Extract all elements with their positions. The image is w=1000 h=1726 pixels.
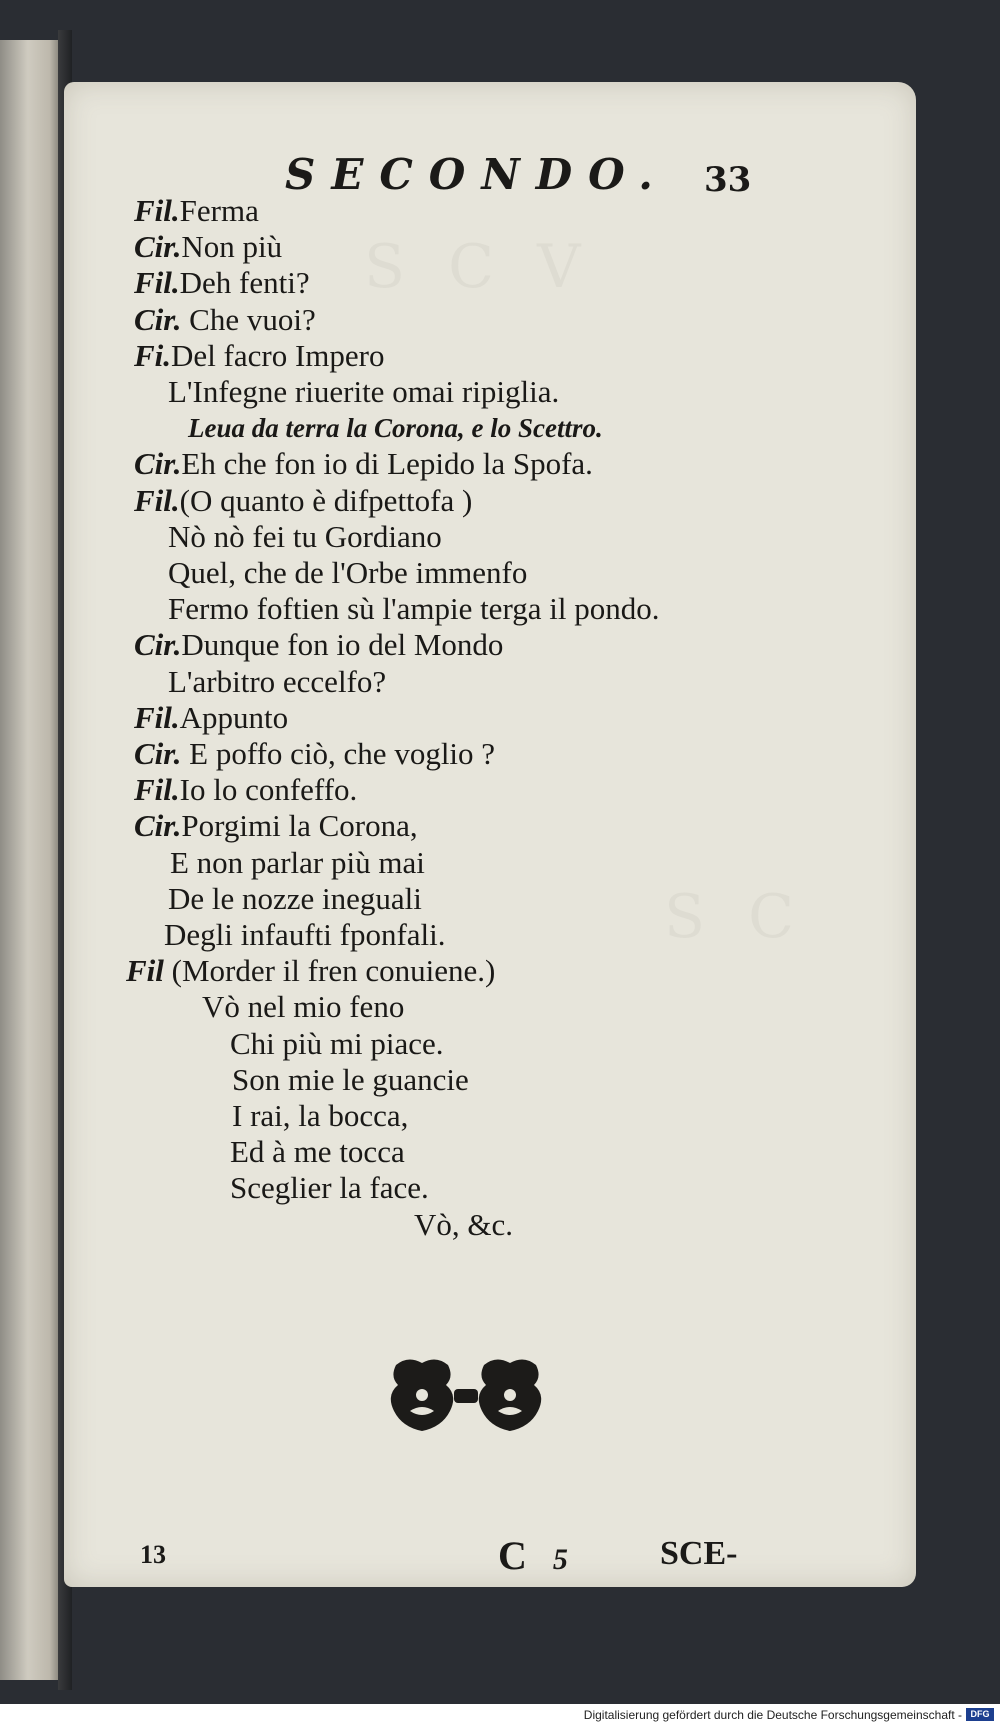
line-text: Nò nò fei tu Gordiano [168, 518, 442, 554]
speaker-label: Cir. [134, 627, 182, 663]
margin-mark: 13 [140, 1540, 166, 1569]
line-text: Ferma [179, 193, 259, 228]
verse-line [134, 266, 310, 300]
verse-line [414, 1208, 513, 1242]
line-text: Son mie le guancie [232, 1061, 469, 1097]
printers-ornament [388, 1355, 544, 1437]
speaker-label: Fil. [134, 193, 180, 228]
verse-line [230, 1027, 444, 1061]
verse-line [134, 773, 357, 807]
verse-line [170, 846, 425, 880]
verse-line [134, 809, 418, 843]
line-text: E poffo ciò, che voglio ? [181, 736, 496, 771]
verse-line [134, 447, 593, 481]
speaker-label: Fil. [134, 699, 180, 735]
verse-line [168, 882, 422, 916]
credit-bar [0, 1704, 1000, 1726]
credit-text: Digitalisierung gefördert durch die Deutsche Forschungsgemeinschaft - [583, 1708, 962, 1722]
line-text: Quel, che de l'Orbe immenfo [168, 555, 528, 590]
verse-line [230, 1135, 405, 1169]
line-text: Non più [181, 229, 283, 265]
verse-line [134, 701, 288, 735]
speaker-label: Cir. [134, 446, 182, 482]
line-text: Deh fenti? [179, 265, 310, 301]
speaker-label: Cir. [134, 736, 182, 771]
verse-line [134, 194, 259, 228]
signature-mark: C 5 [498, 1533, 568, 1578]
line-text: Eh che fon io di Lepido la Spofa. [181, 446, 593, 482]
verse-line [134, 303, 316, 337]
stage-direction [188, 411, 603, 445]
line-text: Del facro Impero [171, 337, 385, 373]
line-text: I rai, la bocca, [232, 1098, 409, 1133]
line-text: (Morder il fren conuiene.) [163, 953, 496, 989]
speaker-label: Fi. [134, 337, 172, 373]
speaker-label: Fil. [134, 482, 180, 518]
verse-line [164, 918, 446, 952]
line-text: E non parlar più mai [170, 844, 425, 880]
line-text: L'Infegne riuerite omai ripiglia. [168, 374, 560, 409]
catchword: SCE- [660, 1535, 738, 1572]
page-number: 33 [704, 160, 752, 200]
line-text: Porgimi la Corona, [181, 808, 418, 844]
show-through-text: S C V [364, 232, 593, 302]
verse-line [134, 484, 472, 518]
verse-line [168, 520, 442, 554]
line-text: Io lo confeffo. [179, 772, 358, 808]
line-text: L'arbitro eccelfo? [168, 663, 387, 699]
verse-line [168, 556, 527, 590]
line-text: Degli infaufti fponfali. [164, 917, 446, 952]
line-text: Leua da terra la Corona, e lo Scettro. [188, 413, 603, 444]
verse-line [230, 1171, 429, 1205]
speaker-label: Cir. [134, 229, 182, 265]
line-text: Fermo foftien sù l'ampie terga il pondo. [168, 591, 660, 627]
verse-line [232, 1099, 408, 1133]
speaker-label: Fil. [134, 772, 180, 808]
verse-line [134, 339, 385, 373]
line-text: Che vuoi? [181, 301, 316, 337]
verse-line [232, 1063, 469, 1097]
speaker-label: Cir. [134, 301, 182, 337]
line-text: Sceglier la face. [230, 1170, 429, 1206]
verse-line [202, 990, 404, 1024]
line-text: Vò, &c. [414, 1206, 514, 1242]
line-text: Ed à me tocca [230, 1134, 405, 1170]
line-text: (O quanto è difpettofa ) [179, 482, 473, 518]
line-text: Dunque fon io del Mondo [181, 627, 504, 663]
dfg-logo: DFG [966, 1708, 994, 1721]
verse-line [168, 592, 659, 626]
verse-line [126, 954, 495, 988]
line-text: Chi più mi piace. [230, 1025, 444, 1061]
verse-line [134, 737, 495, 771]
running-head: SECONDO. [285, 150, 669, 199]
verse-line [134, 628, 503, 662]
facing-page-edge [0, 40, 62, 1680]
speaker-label: Cir. [134, 808, 182, 844]
speaker-label: Fil [126, 953, 164, 989]
verse-line [168, 665, 386, 699]
show-through-text: S C [664, 882, 807, 952]
line-text: Vò nel mio feno [202, 989, 405, 1025]
line-text: De le nozze ineguali [168, 880, 422, 916]
speaker-label: Fil. [134, 265, 180, 301]
verse-line [168, 375, 559, 409]
verse-line [134, 230, 282, 264]
line-text: Appunto [179, 699, 289, 735]
